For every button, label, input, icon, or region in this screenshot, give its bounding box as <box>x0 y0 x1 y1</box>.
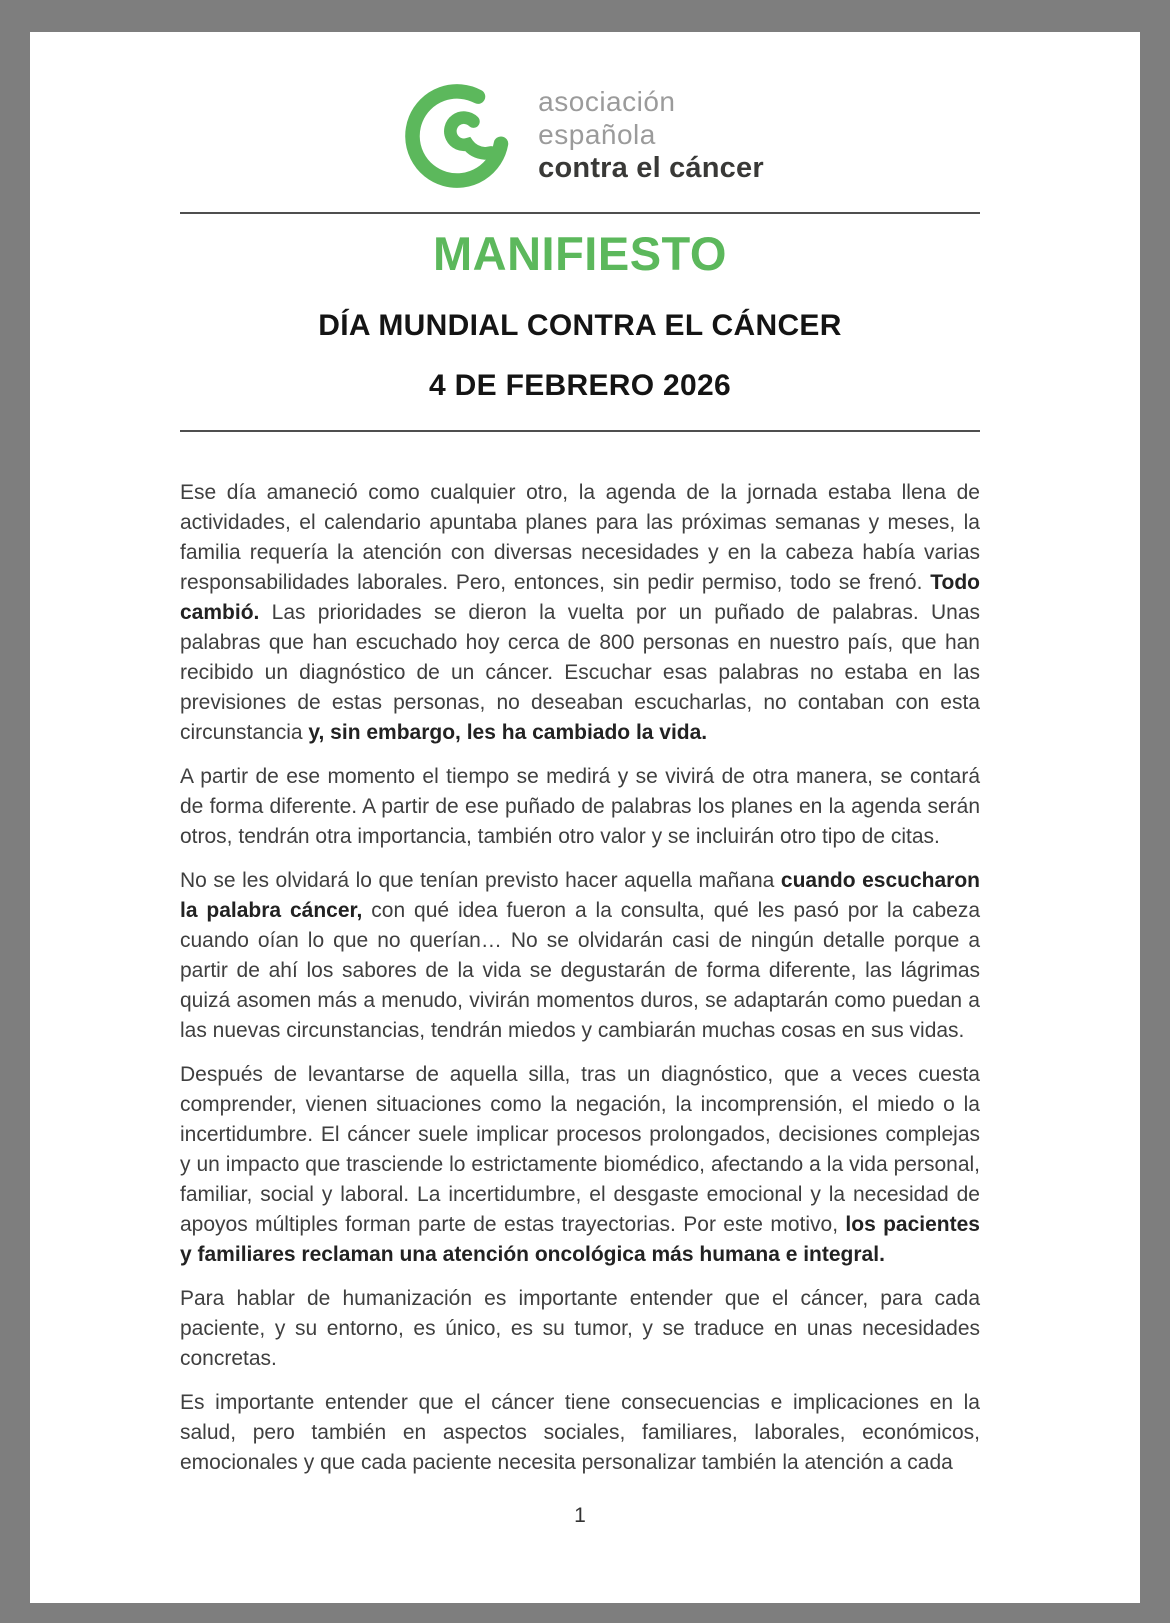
paragraph-text-run: Después de levantarse de aquella silla, tras un diagnóstico, que a veces cuesta comprender, vienen situaciones como la negación, la incomprensión, el miedo o la incertidumbre. El cáncer suele implicar procesos prolongados, decisiones complejas y un impacto que trasciende lo estrictamente biomédico, afectando a la vida personal, familiar, social y laboral. La incertidumbre, el desgaste emocional y la necesidad de apoyos múltiples forman parte de estas trayectorias. Por este motivo, <box>180 1063 980 1236</box>
paragraph-text-run: Las prioridades se dieron la vuelta por un puñado de palabras. Unas palabras que han escuchado hoy cerca de 800 personas en nuestro país, que han recibido un diagnóstico de un cáncer. Escuchar esas palabras no estaba en las previsiones de estas personas, no deseaban escucharlas, no contaban con esta circunstancia <box>180 601 980 744</box>
logo-text-line-1: asociación <box>538 85 676 117</box>
page-number: 1 <box>574 1504 586 1527</box>
paragraph-text-run: No se les olvidará lo que tenían previsto hacer aquella mañana <box>180 869 781 892</box>
paragraph-text-run: Para hablar de humanización es importante entender que el cáncer, para cada paciente, y su entorno, es único, es su tumor, y se traduce en unas necesidades concretas. <box>180 1287 980 1370</box>
document-page <box>30 32 1140 1603</box>
paragraph-bold-run: y, sin embargo, les ha cambiado la vida. <box>308 721 708 744</box>
paragraph-text-run: Es importante entender que el cáncer tiene consecuencias e implicaciones en la salud, pero también en aspectos sociales, familiares, laborales, económicos, emocionales y que cada paciente necesita personalizar también la atención a cada <box>180 1391 980 1474</box>
paragraph-bold-run: Todo cambió. <box>180 571 980 624</box>
divider-bottom <box>180 430 980 432</box>
paragraph-bold-run: cuando escucharon la palabra cáncer, <box>180 869 980 922</box>
logo <box>180 72 980 198</box>
paragraph-text-run: con qué idea fueron a la consulta, qué les pasó por la cabeza cuando oían lo que no querían… No se olvidarán casi de ningún detalle porque a partir de ahí los sabores de la vida se degustarán de forma diferente, las lágrimas quizá asomen más a menudo, vivirán momentos duros, se adaptarán como puedan a las nuevas circunstancias, tendrán miedos y cambiarán muchas cosas en sus vidas. <box>180 899 980 1042</box>
aecc-logo-icon <box>396 72 522 198</box>
document-title: MANIFIESTO <box>433 227 727 280</box>
document-subtitle-date: 4 DE FEBRERO 2026 <box>429 369 731 402</box>
paragraph <box>180 1388 980 1478</box>
paragraph <box>180 1284 980 1374</box>
paragraph <box>180 1060 980 1270</box>
paragraph <box>180 478 980 748</box>
logo-text-line-3: contra el cáncer <box>538 151 764 184</box>
divider-top <box>180 212 980 214</box>
paragraph <box>180 762 980 852</box>
logo-wordmark <box>538 85 764 185</box>
document-subtitle-day: DÍA MUNDIAL CONTRA EL CÁNCER <box>318 309 842 342</box>
paragraph-bold-run: los pacientes y familiares reclaman una atención oncológica más humana e integral. <box>180 1213 980 1266</box>
document-body <box>180 478 980 1478</box>
paragraph-text-run: Ese día amaneció como cualquier otro, la agenda de la jornada estaba llena de actividades, el calendario apuntaba planes para las próximas semanas y meses, la familia requería la atención con diversas necesidades y en la cabeza había varias responsabilidades laborales. Pero, entonces, sin pedir permiso, todo se frenó. <box>180 481 980 594</box>
paragraph-text-run: A partir de ese momento el tiempo se medirá y se vivirá de otra manera, se contará de forma diferente. A partir de ese puñado de palabras los planes en la agenda serán otros, tendrán otra importancia, también otro valor y se incluirán otro tipo de citas. <box>180 765 980 848</box>
logo-text-line-2: española <box>538 118 656 150</box>
paragraph <box>180 866 980 1046</box>
